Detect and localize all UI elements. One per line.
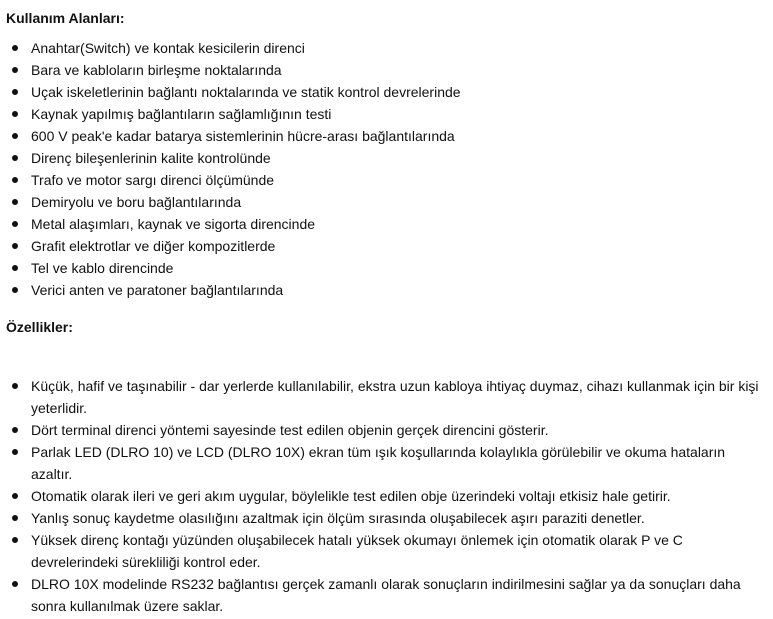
list-item: [0, 148, 461, 170]
list-item: [0, 375, 773, 419]
list-item: [0, 82, 461, 104]
list-item: [0, 104, 461, 126]
list-item-text: DLRO 10X modelinde RS232 bağlantısı gerçek zamanlı olarak sonuçların indirilmesini sağlar ya da sonuçları daha sonra kullanılmak üzere saklar.: [31, 576, 741, 614]
list-item-text: Metal alaşımları, kaynak ve sigorta direncinde: [31, 216, 316, 232]
list-item: [0, 441, 773, 485]
list-item-text: Anahtar(Switch) ve kontak kesicilerin direnci: [31, 40, 305, 56]
list-item-text: Dört terminal direnci yöntemi sayesinde test edilen objenin gerçek direncini gösterir.: [31, 422, 549, 438]
bullet-icon: [12, 537, 18, 543]
list-item: [0, 170, 461, 192]
bullet-icon: [12, 177, 18, 183]
bullet-icon: [12, 67, 18, 73]
bullet-icon: [12, 45, 18, 51]
list-item: [0, 214, 461, 236]
list-item: [0, 529, 773, 573]
features-list: [0, 375, 773, 617]
list-item: [0, 280, 461, 302]
list-item: [0, 573, 773, 617]
list-item-text: Direnç bileşenlerinin kalite kontrolünde: [31, 150, 271, 166]
usage-heading: Kullanım Alanları:: [6, 10, 125, 26]
list-item-text: Parlak LED (DLRO 10) ve LCD (DLRO 10X) ekran tüm ışık koşullarında kolaylıkla görülebilir ve okuma hataların azaltır.: [31, 444, 726, 482]
list-item: [0, 38, 461, 60]
features-heading: Özellikler:: [6, 319, 73, 335]
list-item: [0, 485, 773, 507]
list-item-text: 600 V peak'e kadar batarya sistemlerinin hücre-arası bağlantılarında: [31, 128, 455, 144]
bullet-icon: [12, 243, 18, 249]
list-item-text: Tel ve kablo direncinde: [31, 260, 174, 276]
list-item: [0, 419, 773, 441]
list-item-text: Küçük, hafif ve taşınabilir - dar yerlerde kullanılabilir, ekstra uzun kabloya ihtiyaç duymaz, cihazı kullanmak için bir kişi yeterlidir.: [31, 378, 759, 416]
usage-list: [0, 38, 461, 302]
bullet-icon: [12, 199, 18, 205]
list-item-text: Yanlış sonuç kaydetme olasılığını azaltmak için ölçüm sırasında oluşabilecek aşırı paraziti denetler.: [31, 510, 645, 526]
list-item-text: Kaynak yapılmış bağlantıların sağlamlığının testi: [31, 106, 332, 122]
list-item-text: Otomatik olarak ileri ve geri akım uygular, böylelikle test edilen obje üzerindeki voltajı etkisiz hale getirir.: [31, 488, 671, 504]
bullet-icon: [12, 383, 18, 389]
bullet-icon: [12, 111, 18, 117]
list-item-text: Verici anten ve paratoner bağlantılarında: [31, 282, 284, 298]
list-item: [0, 192, 461, 214]
list-item-text: Trafo ve motor sargı direnci ölçümünde: [31, 172, 275, 188]
bullet-icon: [12, 155, 18, 161]
bullet-icon: [12, 427, 18, 433]
list-item: [0, 60, 461, 82]
list-item: [0, 507, 773, 529]
list-item: [0, 126, 461, 148]
bullet-icon: [12, 287, 18, 293]
list-item: [0, 258, 461, 280]
list-item-text: Demiryolu ve boru bağlantılarında: [31, 194, 242, 210]
bullet-icon: [12, 221, 18, 227]
bullet-icon: [12, 89, 18, 95]
list-item: [0, 236, 461, 258]
bullet-icon: [12, 581, 18, 587]
list-item-text: Yüksek direnç kontağı yüzünden oluşabilecek hatalı yüksek okumayı önlemek için otomatik olarak P ve C devrelerindeki sürekliliği kontrol eder.: [31, 532, 683, 570]
list-item-text: Grafit elektrotlar ve diğer kompozitlerde: [31, 238, 276, 254]
bullet-icon: [12, 133, 18, 139]
list-item-text: Uçak iskeletlerinin bağlantı noktalarında ve statik kontrol devrelerinde: [31, 84, 461, 100]
bullet-icon: [12, 493, 18, 499]
bullet-icon: [12, 449, 18, 455]
list-item-text: Bara ve kabloların birleşme noktalarında: [31, 62, 282, 78]
bullet-icon: [12, 515, 18, 521]
bullet-icon: [12, 265, 18, 271]
